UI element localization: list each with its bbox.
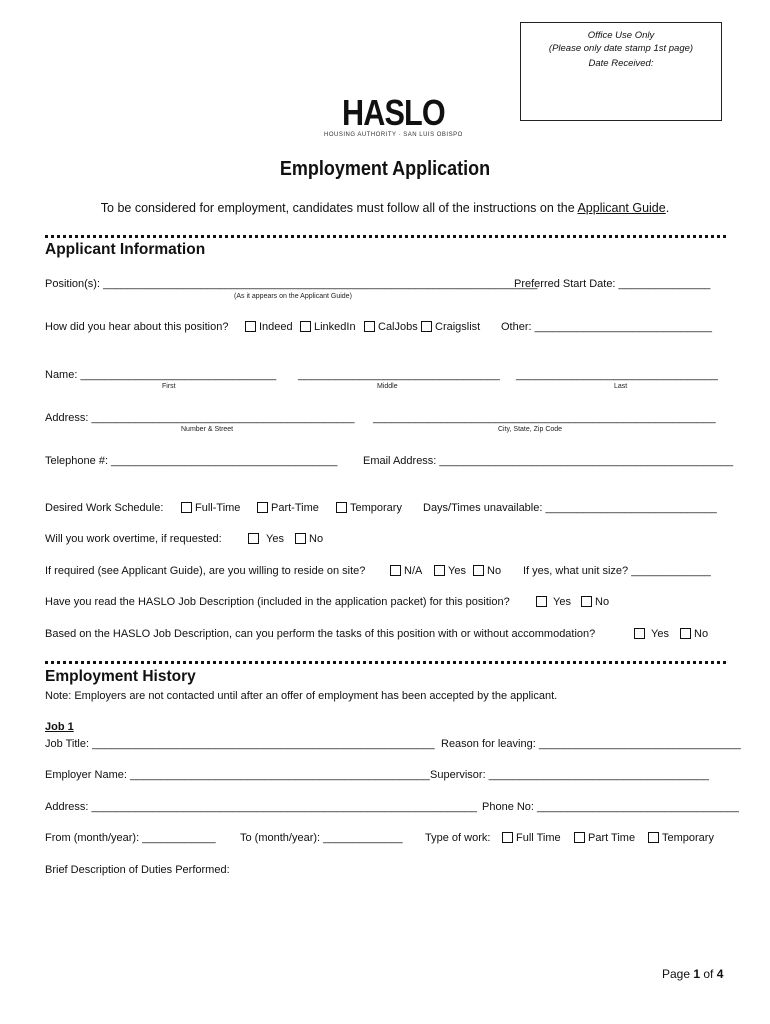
option-label: Yes (553, 596, 571, 608)
schedule-parttime-option[interactable] (257, 502, 319, 514)
checkbox[interactable] (574, 832, 585, 843)
date-received-label: Date Received: (588, 58, 654, 69)
type-fulltime-option[interactable] (502, 832, 561, 844)
reason-leaving-field[interactable]: Reason for leaving: _________________________________ (441, 738, 741, 750)
name-middle-field[interactable]: _________________________________ (298, 369, 500, 381)
applicant-info-heading: Applicant Information (45, 241, 206, 258)
address-street-caption: Number & Street (181, 426, 234, 433)
checkbox[interactable] (680, 628, 691, 639)
option-label: Full Time (516, 832, 561, 844)
option-label: No (595, 596, 610, 608)
option-label: Full-Time (195, 502, 241, 514)
perform-tasks-label: Based on the HASLO Job Description, can you perform the tasks of this position with or without accommodation? (45, 628, 596, 640)
schedule-temporary-option[interactable] (336, 502, 402, 514)
checkbox[interactable] (502, 832, 513, 843)
checkbox[interactable] (421, 321, 432, 332)
checkbox[interactable] (257, 502, 268, 513)
checkbox[interactable] (648, 832, 659, 843)
haslo-logo (324, 92, 463, 142)
office-use-title: Office Use Only (587, 30, 655, 41)
type-of-work-label: Type of work: (425, 832, 491, 844)
telephone-field[interactable]: Telephone #: _____________________________________ (45, 455, 338, 467)
option-label: No (487, 565, 502, 577)
option-label: Indeed (259, 321, 293, 333)
reside-yes-option[interactable] (434, 565, 466, 577)
option-label: N/A (404, 565, 423, 577)
option-label: Yes (651, 628, 669, 640)
hear-caljobs-option[interactable] (364, 321, 418, 333)
page-number (662, 967, 723, 981)
position-field[interactable]: Position(s): _______________________________________________________________________ (45, 278, 538, 290)
job-title-field[interactable]: Job Title: ________________________________________________________ (45, 738, 435, 750)
page-prefix: Page (662, 967, 694, 981)
from-date-field[interactable]: From (month/year): ____________ (45, 832, 216, 844)
reside-label: If required (see Applicant Guide), are you willing to reside on site? (45, 565, 366, 577)
option-label: No (694, 628, 709, 640)
option-label: No (309, 533, 324, 545)
employment-history-heading: Employment History (45, 668, 196, 685)
option-label: Temporary (350, 502, 402, 514)
employer-name-field[interactable]: Employer Name: _________________________________________________ (45, 769, 430, 781)
address-street-field[interactable]: Address: ___________________________________________ (45, 412, 355, 424)
job-1-label: Job 1 (45, 721, 74, 733)
intro-before: To be considered for employment, candidates must follow all of the instructions on the (100, 201, 578, 215)
name-first-field[interactable]: Name: ________________________________ (45, 369, 277, 381)
name-middle-caption: Middle (377, 383, 398, 390)
type-parttime-option[interactable] (574, 832, 635, 844)
to-date-field[interactable]: To (month/year): _____________ (240, 832, 403, 844)
checkbox[interactable] (536, 596, 547, 607)
office-use-note: (Please only date stamp 1st page) (548, 43, 694, 54)
unit-size-field[interactable]: If yes, what unit size? _____________ (523, 565, 711, 577)
intro-text (0, 201, 770, 215)
option-label: Craigslist (435, 321, 481, 333)
overtime-yes-option[interactable] (248, 533, 284, 545)
section-divider (45, 235, 726, 238)
overtime-no-option[interactable] (295, 533, 323, 545)
option-label: Yes (448, 565, 466, 577)
read-yes-option[interactable] (536, 596, 571, 608)
address-city-field[interactable]: ________________________________________________________ (373, 412, 716, 424)
reside-no-option[interactable] (473, 565, 501, 577)
applicant-guide-link[interactable]: Applicant Guide (577, 201, 666, 215)
employer-address-field[interactable]: Address: _______________________________________________________________ (45, 801, 477, 813)
read-job-description-label: Have you read the HASLO Job Description (included in the application packet) for this position? (45, 596, 510, 608)
checkbox[interactable] (634, 628, 645, 639)
checkbox[interactable] (295, 533, 306, 544)
hear-craigslist-option[interactable] (421, 321, 480, 333)
position-note: (As it appears on the Applicant Guide) (234, 293, 352, 300)
option-label: LinkedIn (314, 321, 356, 333)
employer-phone-field[interactable]: Phone No: _________________________________ (482, 801, 739, 813)
hear-indeed-option[interactable] (245, 321, 293, 333)
schedule-fulltime-option[interactable] (181, 502, 240, 514)
overtime-label: Will you work overtime, if requested: (45, 533, 222, 545)
logo-subtitle: HOUSING AUTHORITY · SAN LUIS OBISPO (324, 132, 463, 138)
checkbox[interactable] (300, 321, 311, 332)
perform-no-option[interactable] (680, 628, 708, 640)
hear-other-field[interactable]: Other: _____________________________ (501, 321, 713, 333)
supervisor-field[interactable]: Supervisor: ____________________________________ (430, 769, 709, 781)
name-last-field[interactable]: _________________________________ (516, 369, 718, 381)
page-current: 1 (693, 967, 701, 981)
hear-linkedin-option[interactable] (300, 321, 356, 333)
option-label: Part-Time (271, 502, 319, 514)
option-label: Yes (266, 533, 284, 545)
option-label: Temporary (662, 832, 714, 844)
checkbox[interactable] (390, 565, 401, 576)
checkbox[interactable] (181, 502, 192, 513)
checkbox[interactable] (434, 565, 445, 576)
duties-label: Brief Description of Duties Performed: (45, 864, 230, 876)
reside-na-option[interactable] (390, 565, 422, 577)
option-label: Part Time (588, 832, 636, 844)
unavailable-field[interactable]: Days/Times unavailable: ____________________________ (423, 502, 717, 514)
email-field[interactable]: Email Address: ________________________________________________ (363, 455, 734, 467)
read-no-option[interactable] (581, 596, 609, 608)
work-schedule-label: Desired Work Schedule: (45, 502, 164, 514)
employment-note: Note: Employers are not contacted until after an offer of employment has been accepted by the applicant. (45, 690, 558, 702)
option-label: CalJobs (378, 321, 418, 333)
checkbox[interactable] (364, 321, 375, 332)
name-last-caption: Last (614, 383, 628, 390)
checkbox[interactable] (473, 565, 484, 576)
checkbox[interactable] (245, 321, 256, 332)
start-date-field[interactable]: Preferred Start Date: _______________ (514, 278, 711, 290)
logo-text: HASLO (342, 92, 445, 133)
checkbox[interactable] (336, 502, 347, 513)
type-temporary-option[interactable] (648, 832, 714, 844)
section-divider (45, 661, 726, 664)
checkbox[interactable] (248, 533, 259, 544)
page-title: Employment Application (279, 158, 491, 180)
intro-after: . (665, 201, 670, 215)
checkbox[interactable] (581, 596, 592, 607)
office-use-box (520, 22, 722, 121)
page-of: of (700, 967, 717, 981)
address-city-caption: City, State, Zip Code (498, 426, 563, 433)
page-total: 4 (716, 967, 724, 981)
perform-yes-option[interactable] (634, 628, 669, 640)
name-first-caption: First (162, 383, 176, 390)
hear-about-label: How did you hear about this position? (45, 321, 229, 333)
